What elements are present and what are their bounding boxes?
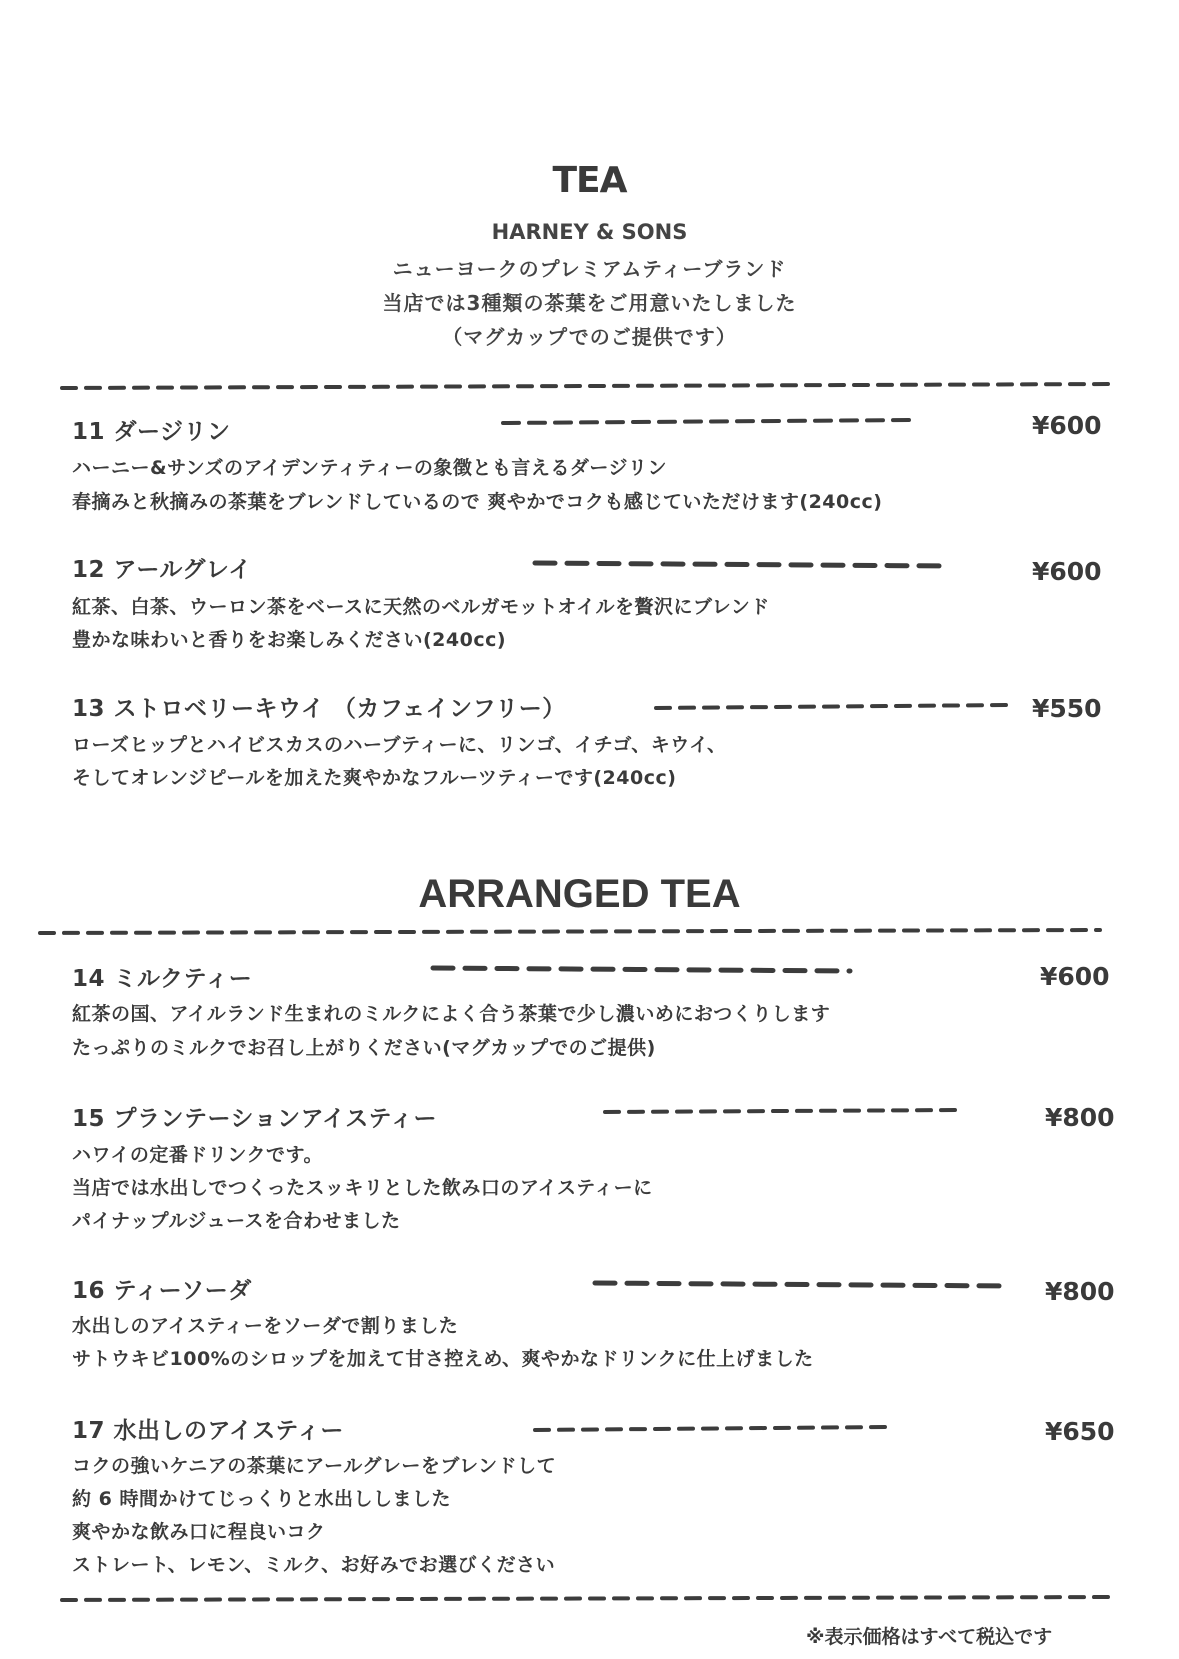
menu-item-price: ¥600 <box>1032 557 1102 586</box>
intro-line-2: 当店では3種類の茶葉をご用意いたしました <box>382 291 797 315</box>
menu-item-desc: ハワイの定番ドリンクです。 <box>72 1144 324 1166</box>
menu-item-desc: 春摘みと秋摘みの茶葉をブレンドしているので 爽やかでコクも感じていただけます(240cc) <box>72 491 883 513</box>
menu-item-price: ¥550 <box>1032 694 1102 723</box>
menu-item-name: 12 アールグレイ <box>72 557 252 583</box>
intro-line-3: （マグカップでのご提供です） <box>442 325 737 349</box>
intro-line-1: ニューヨークのプレミアムティーブランド <box>392 257 787 281</box>
menu-item-desc: サトウキビ100%のシロップを加えて甘さ控えめ、爽やかなドリンクに仕上げました <box>72 1348 814 1370</box>
brand-name: HARNEY & SONS <box>491 220 688 244</box>
menu-item-name: 17 水出しのアイスティー <box>72 1418 344 1444</box>
section-title-arranged-tea: ARRANGED TEA <box>418 872 741 916</box>
menu-item-name: 11 ダージリン <box>72 419 231 445</box>
menu-item-desc: ローズヒップとハイビスカスのハーブティーに、リンゴ、イチゴ、キウイ、 <box>72 734 727 756</box>
menu-item-name: 15 プランテーションアイスティー <box>72 1106 437 1132</box>
menu-item-desc: コクの強いケニアの茶葉にアールグレーをブレンドして <box>72 1455 557 1477</box>
menu-item-price: ¥800 <box>1045 1277 1115 1306</box>
menu-item-desc: ストレート、レモン、ミルク、お好みでお選びください <box>72 1554 556 1576</box>
menu-item-desc: パイナップルジュースを合わせました <box>72 1210 401 1232</box>
menu-item-name: 13 ストロベリーキウイ （カフェインフリー） <box>72 696 566 722</box>
menu-item-name: 14 ミルクティー <box>72 966 253 992</box>
menu-item-price: ¥600 <box>1040 962 1110 991</box>
menu-item-price: ¥650 <box>1045 1417 1115 1446</box>
menu-item-desc: 豊かな味わいと香りをお楽しみください(240cc) <box>72 629 507 651</box>
menu-item-price: ¥600 <box>1032 411 1102 440</box>
menu-item-desc: 約 6 時間かけてじっくりと水出ししました <box>72 1488 451 1510</box>
section-title-tea: TEA <box>552 160 627 201</box>
menu-item-desc: ハーニー&サンズのアイデンティティーの象徴とも言えるダージリン <box>72 457 668 479</box>
menu-item-desc: 水出しのアイスティーをソーダで割りました <box>72 1315 459 1337</box>
menu-item-desc: たっぷりのミルクでお召し上がりください(マグカップでのご提供) <box>72 1037 656 1059</box>
menu-item-desc: 紅茶の国、アイルランド生まれのミルクによく合う茶葉で少し濃いめにおつくりします <box>72 1003 831 1025</box>
menu-item-desc: そしてオレンジピールを加えた爽やかなフルーツティーです(240cc) <box>72 767 677 789</box>
menu-item-desc: 爽やかな飲み口に程良いコク <box>72 1521 326 1543</box>
menu-item-desc: 当店では水出しでつくったスッキリとした飲み口のアイスティーに <box>72 1177 653 1199</box>
menu-item-price: ¥800 <box>1045 1103 1115 1132</box>
menu-item-name: 16 ティーソーダ <box>72 1278 252 1304</box>
menu-item-desc: 紅茶、白茶、ウーロン茶をベースに天然のベルガモットオイルを贅沢にブレンド <box>72 596 770 618</box>
tax-note: ※表示価格はすべて税込です <box>806 1626 1053 1648</box>
